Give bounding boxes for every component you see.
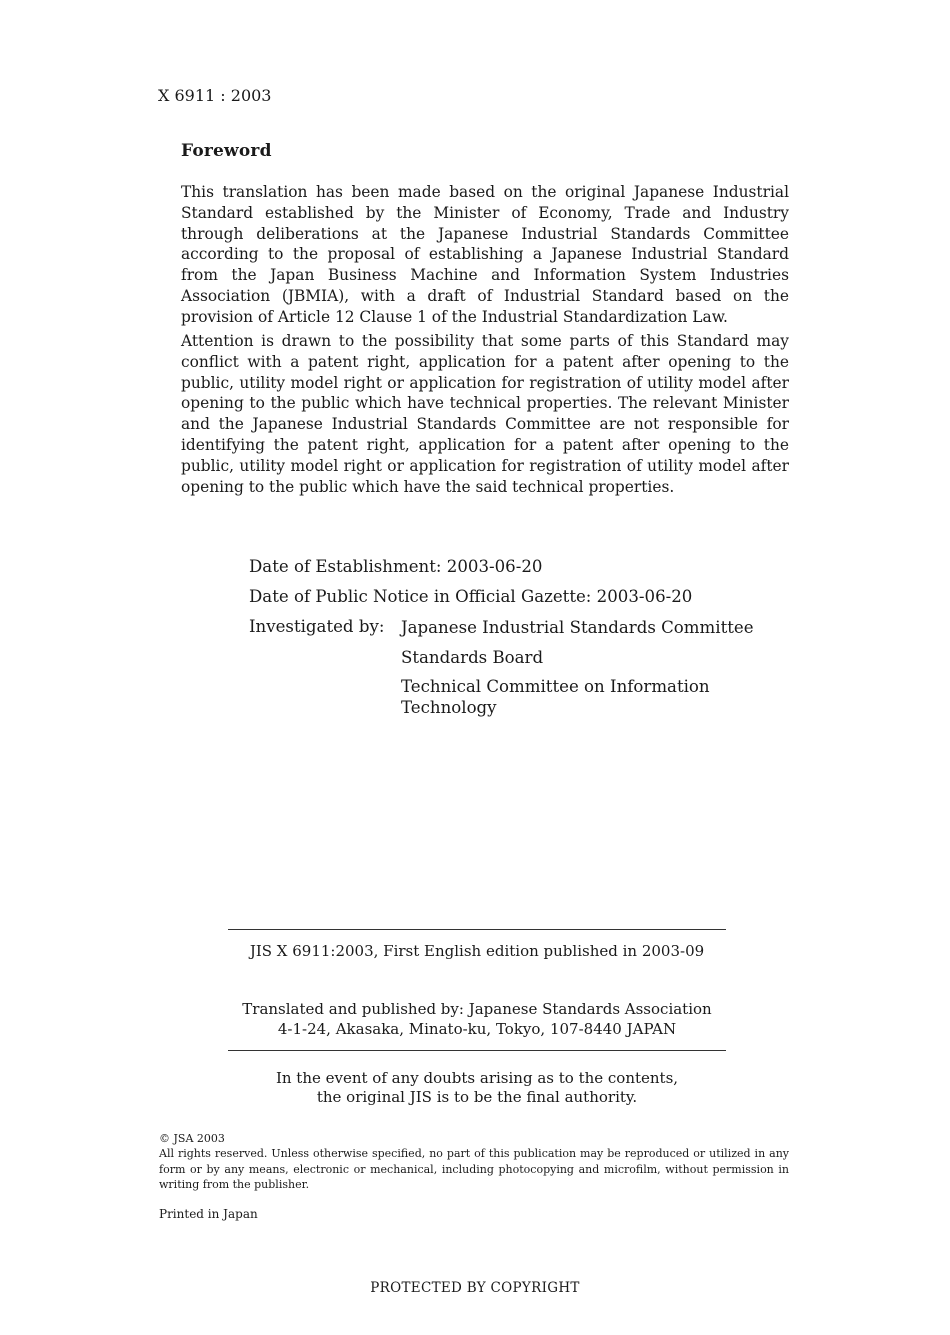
investigated-by-label: Investigated by: xyxy=(249,617,385,636)
translated-by-line: Translated and published by: Japanese Standards Association xyxy=(242,1000,712,1018)
top-divider xyxy=(228,929,726,930)
doubts-line-1: In the event of any doubts arising as to the contents, xyxy=(275,1069,679,1087)
copyright-notice: All rights reserved. Unless otherwise specified, no part of this publication may be reproduced or utilized in any form or by any means, electronic or mechanical, including photocopying and microfilm, without permission in writing from the publisher. xyxy=(159,1147,789,1192)
investigated-by-technical-committee: Technical Committee on Information xyxy=(401,677,710,696)
date-of-public-notice: Date of Public Notice in Official Gazette: 2003-06-20 xyxy=(249,587,693,606)
protected-footer: PROTECTED BY COPYRIGHT xyxy=(370,1280,580,1296)
foreword-paragraph-2: Attention is drawn to the possibility that some parts of this Standard may conflict with a patent right, application for a patent after opening to the public, utility model right or application for registration of utility model after opening to the public which have technical properties. The relevant Minister and the Japanese Industrial Standards Committee are not responsible for identifying the patent right, application for a patent after opening to the public, utility model right or application for registration of utility model after opening to the public which have the said technical properties. xyxy=(181,332,789,496)
edition-line: JIS X 6911:2003, First English edition published in 2003-09 xyxy=(249,942,705,960)
foreword-paragraph-1: This translation has been made based on the original Japanese Industrial Standard established by the Minister of Economy, Trade and Industry through deliberations at the Japanese Industrial Standards Committee according to the proposal of establishing a Japanese Industrial Standard from the Japan Business Machine and Information System Industries Association (JBMIA), with a draft of Industrial Standard based on the provision of Article 12 Clause 1 of the Industrial Standardization Law. xyxy=(181,183,789,326)
bottom-divider xyxy=(228,1050,726,1051)
investigated-by-board: Standards Board xyxy=(401,648,544,667)
publisher-address: 4-1-24, Akasaka, Minato-ku, Tokyo, 107-8440 JAPAN xyxy=(277,1020,677,1038)
doubts-line-2: the original JIS is to be the final authority. xyxy=(316,1088,638,1106)
printed-in: Printed in Japan xyxy=(159,1207,258,1221)
investigated-by-technical-committee-cont: Technology xyxy=(401,698,497,717)
standard-number: X 6911 : 2003 xyxy=(158,86,272,105)
copyright-mark: © JSA 2003 xyxy=(159,1132,225,1145)
investigated-by-committee: Japanese Industrial Standards Committee xyxy=(401,618,754,637)
foreword-heading: Foreword xyxy=(181,141,272,161)
date-of-establishment: Date of Establishment: 2003-06-20 xyxy=(249,557,543,576)
